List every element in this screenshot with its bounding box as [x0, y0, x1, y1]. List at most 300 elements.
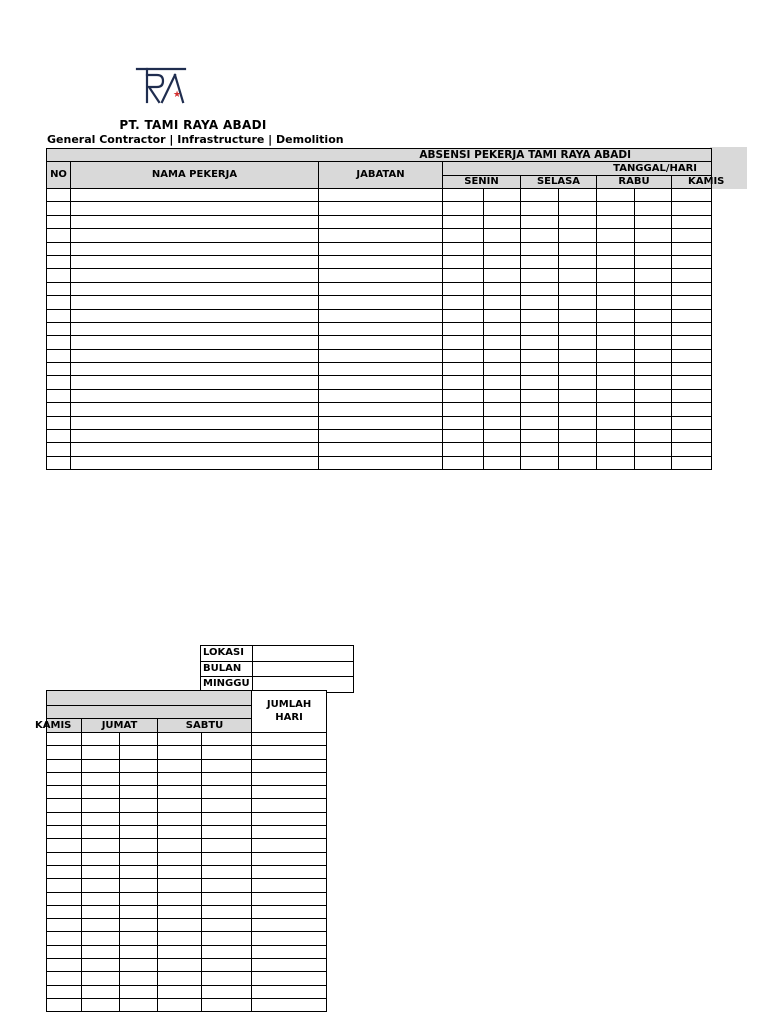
table-cell[interactable]: [484, 189, 521, 202]
table-cell[interactable]: [252, 905, 327, 918]
table-cell[interactable]: [443, 215, 484, 228]
table-cell[interactable]: [559, 229, 597, 242]
table-cell[interactable]: [521, 309, 559, 322]
table-cell[interactable]: [82, 826, 120, 839]
table-cell[interactable]: [120, 826, 158, 839]
table-cell[interactable]: [82, 759, 120, 772]
table-cell[interactable]: [672, 376, 712, 389]
table-cell[interactable]: [252, 892, 327, 905]
table-cell[interactable]: [252, 812, 327, 825]
table-cell[interactable]: [484, 255, 521, 268]
table-cell[interactable]: [82, 892, 120, 905]
table-cell[interactable]: [521, 255, 559, 268]
table-cell[interactable]: [319, 416, 443, 429]
table-cell[interactable]: [252, 972, 327, 985]
table-cell[interactable]: [484, 322, 521, 335]
table-cell[interactable]: [158, 852, 202, 865]
table-cell[interactable]: [484, 403, 521, 416]
table-cell[interactable]: [71, 229, 319, 242]
table-cell[interactable]: [158, 799, 202, 812]
table-cell[interactable]: [158, 759, 202, 772]
table-cell[interactable]: [521, 215, 559, 228]
table-cell[interactable]: [672, 336, 712, 349]
table-cell[interactable]: [47, 759, 82, 772]
table-cell[interactable]: [484, 229, 521, 242]
table-cell[interactable]: [597, 309, 635, 322]
table-cell[interactable]: [559, 430, 597, 443]
table-cell[interactable]: [82, 972, 120, 985]
table-cell[interactable]: [635, 242, 672, 255]
table-cell[interactable]: [47, 892, 82, 905]
table-cell[interactable]: [71, 389, 319, 402]
table-cell[interactable]: [319, 202, 443, 215]
table-cell[interactable]: [47, 772, 82, 785]
table-cell[interactable]: [158, 985, 202, 998]
table-cell[interactable]: [597, 202, 635, 215]
table-cell[interactable]: [47, 443, 71, 456]
table-cell[interactable]: [71, 296, 319, 309]
table-cell[interactable]: [252, 786, 327, 799]
table-cell[interactable]: [252, 746, 327, 759]
table-cell[interactable]: [47, 998, 82, 1011]
table-cell[interactable]: [443, 269, 484, 282]
table-cell[interactable]: [443, 430, 484, 443]
table-cell[interactable]: [158, 772, 202, 785]
table-cell[interactable]: [158, 972, 202, 985]
table-cell[interactable]: [120, 852, 158, 865]
table-cell[interactable]: [252, 945, 327, 958]
table-cell[interactable]: [559, 456, 597, 469]
table-cell[interactable]: [559, 269, 597, 282]
table-cell[interactable]: [672, 416, 712, 429]
table-cell[interactable]: [559, 416, 597, 429]
table-cell[interactable]: [202, 759, 252, 772]
table-cell[interactable]: [47, 322, 71, 335]
table-cell[interactable]: [47, 456, 71, 469]
table-cell[interactable]: [443, 376, 484, 389]
table-cell[interactable]: [120, 799, 158, 812]
table-cell[interactable]: [635, 282, 672, 295]
table-cell[interactable]: [597, 255, 635, 268]
table-cell[interactable]: [71, 282, 319, 295]
table-cell[interactable]: [443, 416, 484, 429]
table-cell[interactable]: [202, 852, 252, 865]
table-cell[interactable]: [597, 282, 635, 295]
table-cell[interactable]: [47, 309, 71, 322]
table-cell[interactable]: [319, 403, 443, 416]
table-cell[interactable]: [521, 269, 559, 282]
location-field[interactable]: [253, 646, 354, 662]
table-cell[interactable]: [202, 959, 252, 972]
table-cell[interactable]: [521, 296, 559, 309]
table-cell[interactable]: [82, 985, 120, 998]
table-cell[interactable]: [71, 309, 319, 322]
table-cell[interactable]: [635, 189, 672, 202]
table-cell[interactable]: [443, 242, 484, 255]
table-cell[interactable]: [635, 389, 672, 402]
table-cell[interactable]: [82, 945, 120, 958]
table-cell[interactable]: [71, 443, 319, 456]
table-cell[interactable]: [672, 202, 712, 215]
table-cell[interactable]: [559, 322, 597, 335]
table-cell[interactable]: [521, 242, 559, 255]
table-cell[interactable]: [319, 269, 443, 282]
table-cell[interactable]: [71, 416, 319, 429]
table-cell[interactable]: [559, 443, 597, 456]
table-cell[interactable]: [559, 363, 597, 376]
table-cell[interactable]: [158, 892, 202, 905]
table-cell[interactable]: [672, 443, 712, 456]
table-cell[interactable]: [202, 812, 252, 825]
table-cell[interactable]: [672, 403, 712, 416]
table-cell[interactable]: [71, 215, 319, 228]
table-cell[interactable]: [484, 349, 521, 362]
table-cell[interactable]: [82, 852, 120, 865]
table-cell[interactable]: [252, 985, 327, 998]
table-cell[interactable]: [47, 905, 82, 918]
table-cell[interactable]: [47, 416, 71, 429]
table-cell[interactable]: [202, 772, 252, 785]
table-cell[interactable]: [319, 336, 443, 349]
table-cell[interactable]: [672, 269, 712, 282]
table-cell[interactable]: [521, 389, 559, 402]
table-cell[interactable]: [202, 879, 252, 892]
table-cell[interactable]: [521, 403, 559, 416]
table-cell[interactable]: [635, 309, 672, 322]
table-cell[interactable]: [47, 296, 71, 309]
table-cell[interactable]: [521, 229, 559, 242]
table-cell[interactable]: [484, 309, 521, 322]
table-cell[interactable]: [47, 852, 82, 865]
table-cell[interactable]: [252, 733, 327, 746]
table-cell[interactable]: [158, 826, 202, 839]
table-cell[interactable]: [252, 799, 327, 812]
table-cell[interactable]: [635, 296, 672, 309]
table-cell[interactable]: [672, 363, 712, 376]
table-cell[interactable]: [484, 363, 521, 376]
table-cell[interactable]: [443, 443, 484, 456]
table-cell[interactable]: [443, 282, 484, 295]
table-cell[interactable]: [71, 456, 319, 469]
table-cell[interactable]: [319, 430, 443, 443]
table-cell[interactable]: [559, 389, 597, 402]
table-cell[interactable]: [47, 242, 71, 255]
table-cell[interactable]: [120, 865, 158, 878]
table-cell[interactable]: [319, 443, 443, 456]
table-cell[interactable]: [559, 296, 597, 309]
table-cell[interactable]: [252, 839, 327, 852]
table-cell[interactable]: [202, 932, 252, 945]
table-cell[interactable]: [635, 349, 672, 362]
table-cell[interactable]: [319, 389, 443, 402]
table-cell[interactable]: [672, 456, 712, 469]
table-cell[interactable]: [319, 282, 443, 295]
table-cell[interactable]: [597, 229, 635, 242]
table-cell[interactable]: [484, 389, 521, 402]
table-cell[interactable]: [82, 839, 120, 852]
table-cell[interactable]: [47, 839, 82, 852]
table-cell[interactable]: [47, 985, 82, 998]
table-cell[interactable]: [202, 945, 252, 958]
table-cell[interactable]: [252, 759, 327, 772]
table-cell[interactable]: [443, 363, 484, 376]
table-cell[interactable]: [47, 269, 71, 282]
table-cell[interactable]: [635, 376, 672, 389]
table-cell[interactable]: [120, 812, 158, 825]
table-cell[interactable]: [597, 456, 635, 469]
table-cell[interactable]: [120, 892, 158, 905]
table-cell[interactable]: [443, 336, 484, 349]
table-cell[interactable]: [319, 322, 443, 335]
table-cell[interactable]: [484, 202, 521, 215]
table-cell[interactable]: [252, 772, 327, 785]
table-cell[interactable]: [559, 255, 597, 268]
table-cell[interactable]: [71, 349, 319, 362]
table-cell[interactable]: [559, 376, 597, 389]
table-cell[interactable]: [158, 879, 202, 892]
table-cell[interactable]: [672, 296, 712, 309]
table-cell[interactable]: [672, 282, 712, 295]
table-cell[interactable]: [202, 733, 252, 746]
table-cell[interactable]: [521, 322, 559, 335]
table-cell[interactable]: [71, 255, 319, 268]
table-cell[interactable]: [120, 733, 158, 746]
table-cell[interactable]: [559, 189, 597, 202]
table-cell[interactable]: [597, 416, 635, 429]
table-cell[interactable]: [443, 349, 484, 362]
table-cell[interactable]: [82, 998, 120, 1011]
table-cell[interactable]: [202, 892, 252, 905]
table-cell[interactable]: [443, 189, 484, 202]
table-cell[interactable]: [252, 932, 327, 945]
table-cell[interactable]: [559, 202, 597, 215]
table-cell[interactable]: [597, 269, 635, 282]
table-cell[interactable]: [559, 242, 597, 255]
table-cell[interactable]: [559, 403, 597, 416]
table-cell[interactable]: [252, 852, 327, 865]
table-cell[interactable]: [120, 919, 158, 932]
table-cell[interactable]: [521, 456, 559, 469]
table-cell[interactable]: [319, 189, 443, 202]
table-cell[interactable]: [71, 376, 319, 389]
table-cell[interactable]: [635, 255, 672, 268]
table-cell[interactable]: [47, 336, 71, 349]
table-cell[interactable]: [82, 879, 120, 892]
table-cell[interactable]: [71, 242, 319, 255]
table-cell[interactable]: [252, 879, 327, 892]
table-cell[interactable]: [120, 786, 158, 799]
table-cell[interactable]: [672, 215, 712, 228]
table-cell[interactable]: [443, 456, 484, 469]
table-cell[interactable]: [202, 998, 252, 1011]
table-cell[interactable]: [47, 363, 71, 376]
table-cell[interactable]: [202, 919, 252, 932]
table-cell[interactable]: [319, 229, 443, 242]
table-cell[interactable]: [47, 403, 71, 416]
table-cell[interactable]: [202, 905, 252, 918]
table-cell[interactable]: [158, 812, 202, 825]
table-cell[interactable]: [521, 443, 559, 456]
table-cell[interactable]: [252, 865, 327, 878]
table-cell[interactable]: [319, 255, 443, 268]
table-cell[interactable]: [319, 456, 443, 469]
table-cell[interactable]: [252, 998, 327, 1011]
table-cell[interactable]: [47, 746, 82, 759]
table-cell[interactable]: [559, 215, 597, 228]
table-cell[interactable]: [597, 443, 635, 456]
table-cell[interactable]: [672, 389, 712, 402]
table-cell[interactable]: [559, 309, 597, 322]
table-cell[interactable]: [202, 799, 252, 812]
table-cell[interactable]: [158, 839, 202, 852]
table-cell[interactable]: [47, 349, 71, 362]
table-cell[interactable]: [47, 229, 71, 242]
table-cell[interactable]: [484, 443, 521, 456]
table-cell[interactable]: [443, 309, 484, 322]
table-cell[interactable]: [484, 215, 521, 228]
table-cell[interactable]: [82, 932, 120, 945]
table-cell[interactable]: [71, 430, 319, 443]
table-cell[interactable]: [120, 972, 158, 985]
table-cell[interactable]: [319, 363, 443, 376]
table-cell[interactable]: [672, 309, 712, 322]
table-cell[interactable]: [158, 998, 202, 1011]
table-cell[interactable]: [672, 430, 712, 443]
table-cell[interactable]: [672, 189, 712, 202]
table-cell[interactable]: [71, 363, 319, 376]
table-cell[interactable]: [597, 242, 635, 255]
table-cell[interactable]: [82, 746, 120, 759]
table-cell[interactable]: [597, 403, 635, 416]
table-cell[interactable]: [158, 746, 202, 759]
table-cell[interactable]: [71, 322, 319, 335]
table-cell[interactable]: [47, 945, 82, 958]
table-cell[interactable]: [559, 349, 597, 362]
table-cell[interactable]: [47, 255, 71, 268]
table-cell[interactable]: [252, 959, 327, 972]
table-cell[interactable]: [521, 336, 559, 349]
table-cell[interactable]: [635, 269, 672, 282]
table-cell[interactable]: [597, 389, 635, 402]
table-cell[interactable]: [120, 959, 158, 972]
table-cell[interactable]: [120, 945, 158, 958]
table-cell[interactable]: [202, 786, 252, 799]
table-cell[interactable]: [672, 242, 712, 255]
month-field[interactable]: [253, 661, 354, 677]
table-cell[interactable]: [484, 376, 521, 389]
table-cell[interactable]: [158, 733, 202, 746]
table-cell[interactable]: [47, 826, 82, 839]
table-cell[interactable]: [319, 309, 443, 322]
table-cell[interactable]: [443, 229, 484, 242]
table-cell[interactable]: [635, 336, 672, 349]
table-cell[interactable]: [597, 430, 635, 443]
table-cell[interactable]: [484, 456, 521, 469]
table-cell[interactable]: [82, 733, 120, 746]
table-cell[interactable]: [597, 322, 635, 335]
table-cell[interactable]: [120, 759, 158, 772]
table-cell[interactable]: [47, 376, 71, 389]
table-cell[interactable]: [202, 839, 252, 852]
table-cell[interactable]: [484, 336, 521, 349]
table-cell[interactable]: [672, 229, 712, 242]
table-cell[interactable]: [635, 322, 672, 335]
table-cell[interactable]: [158, 959, 202, 972]
table-cell[interactable]: [443, 322, 484, 335]
table-cell[interactable]: [559, 282, 597, 295]
table-cell[interactable]: [319, 242, 443, 255]
table-cell[interactable]: [635, 202, 672, 215]
table-cell[interactable]: [484, 282, 521, 295]
table-cell[interactable]: [82, 905, 120, 918]
table-cell[interactable]: [82, 959, 120, 972]
table-cell[interactable]: [635, 403, 672, 416]
table-cell[interactable]: [47, 786, 82, 799]
table-cell[interactable]: [47, 733, 82, 746]
table-cell[interactable]: [120, 985, 158, 998]
table-cell[interactable]: [82, 772, 120, 785]
table-cell[interactable]: [319, 296, 443, 309]
table-cell[interactable]: [47, 932, 82, 945]
table-cell[interactable]: [597, 363, 635, 376]
table-cell[interactable]: [597, 296, 635, 309]
table-cell[interactable]: [635, 215, 672, 228]
table-cell[interactable]: [47, 959, 82, 972]
table-cell[interactable]: [71, 336, 319, 349]
table-cell[interactable]: [443, 202, 484, 215]
table-cell[interactable]: [443, 403, 484, 416]
table-cell[interactable]: [635, 416, 672, 429]
table-cell[interactable]: [319, 349, 443, 362]
table-cell[interactable]: [443, 296, 484, 309]
table-cell[interactable]: [158, 932, 202, 945]
table-cell[interactable]: [672, 349, 712, 362]
table-cell[interactable]: [82, 799, 120, 812]
table-cell[interactable]: [484, 269, 521, 282]
table-cell[interactable]: [597, 336, 635, 349]
table-cell[interactable]: [120, 772, 158, 785]
table-cell[interactable]: [443, 389, 484, 402]
table-cell[interactable]: [635, 363, 672, 376]
table-cell[interactable]: [521, 430, 559, 443]
table-cell[interactable]: [635, 430, 672, 443]
table-cell[interactable]: [120, 746, 158, 759]
table-cell[interactable]: [597, 349, 635, 362]
table-cell[interactable]: [202, 865, 252, 878]
table-cell[interactable]: [47, 972, 82, 985]
table-cell[interactable]: [71, 202, 319, 215]
table-cell[interactable]: [47, 799, 82, 812]
table-cell[interactable]: [47, 202, 71, 215]
table-cell[interactable]: [47, 282, 71, 295]
table-cell[interactable]: [47, 865, 82, 878]
table-cell[interactable]: [635, 443, 672, 456]
table-cell[interactable]: [47, 919, 82, 932]
table-cell[interactable]: [252, 826, 327, 839]
table-cell[interactable]: [47, 215, 71, 228]
table-cell[interactable]: [158, 865, 202, 878]
table-cell[interactable]: [597, 376, 635, 389]
table-cell[interactable]: [672, 255, 712, 268]
table-cell[interactable]: [71, 269, 319, 282]
table-cell[interactable]: [47, 812, 82, 825]
table-cell[interactable]: [635, 456, 672, 469]
table-cell[interactable]: [319, 215, 443, 228]
table-cell[interactable]: [47, 879, 82, 892]
table-cell[interactable]: [521, 282, 559, 295]
table-cell[interactable]: [120, 839, 158, 852]
table-cell[interactable]: [252, 919, 327, 932]
